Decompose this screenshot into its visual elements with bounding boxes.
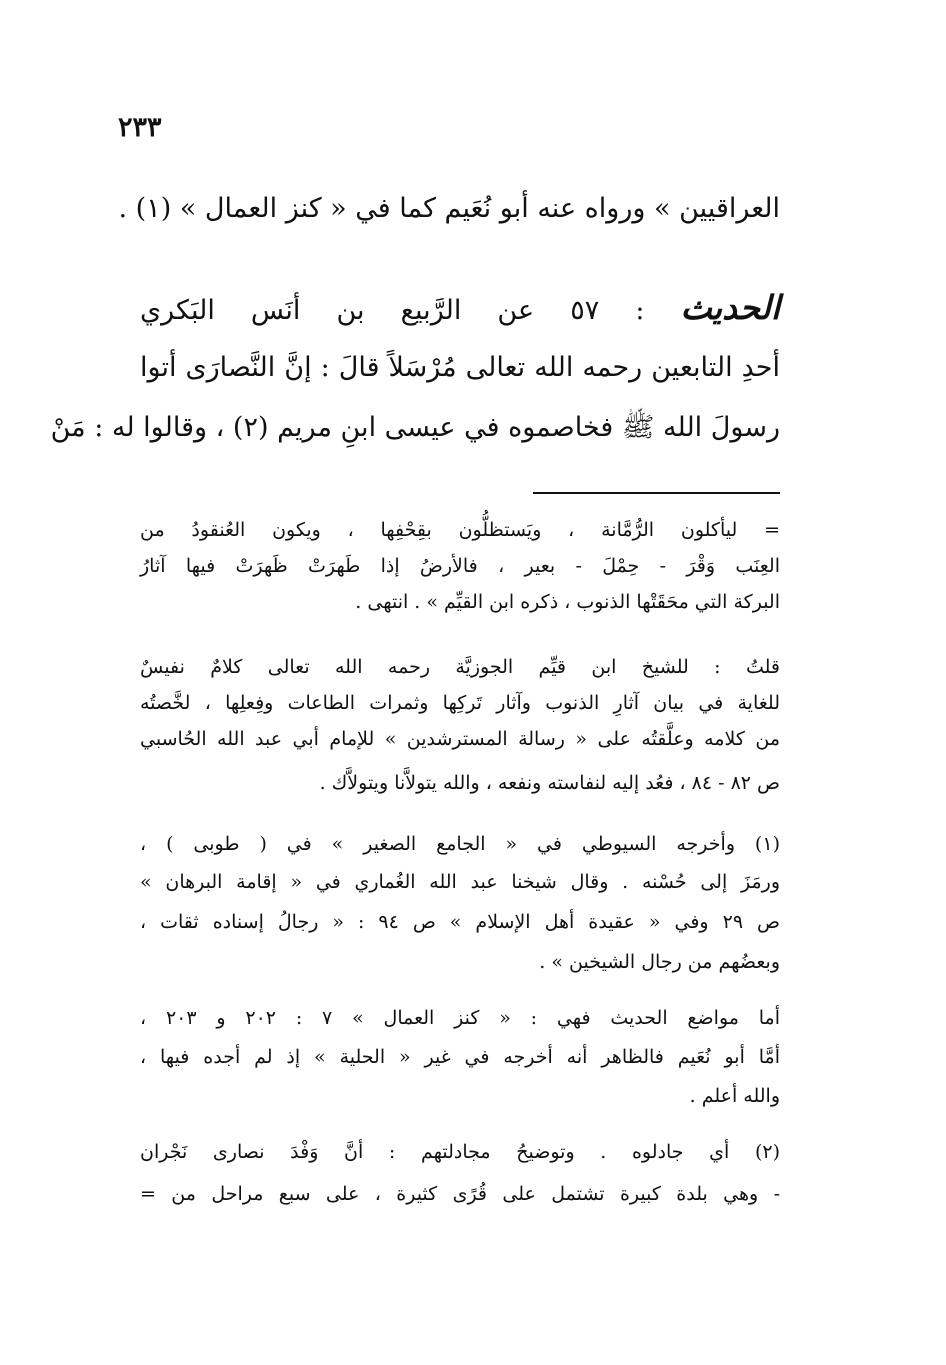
hadith-heading-rest: : ٥٧ عن الرَّبيع بن أنَس البَكري [140, 295, 645, 326]
footnote-line: ص ٢٩ وفي « عقيدة أهل الإسلام » ص ٩٤ : « رجالُ إسناده ثقات ، [140, 911, 781, 933]
main-line-2-heading [140, 286, 780, 330]
footnote-line: قلتُ : للشيخ ابن قيِّم الجوزيَّة رحمه الله تعالى كلامٌ نفيسٌ [140, 656, 780, 678]
footnote-line: ورمَزَ إلى حُسْنه . وقال شيخنا عبد الله الغُماري في « إقامة البرهان » [140, 871, 780, 893]
hadith-heading: الحديث [680, 288, 780, 327]
footnote-line: وبعضُهم من رجال الشيخين » . [539, 951, 780, 973]
footnote-line: العِنَب وَقْرَ - حِمْلَ - بعير ، فالأرضُ إذا طَهرَتْ ظَهرَتْ فيها آثارُ [140, 555, 780, 577]
footnote-separator [533, 492, 780, 494]
footnote-line: البركة التي محَقَتْها الذنوب ، ذكره ابن القيِّم » . انتهى . [355, 591, 780, 613]
footnote-line: أمَّا أبو نُعَيم فالظاهر أنه أخرجه في غير « الحلية » إذ لم أجده فيها ، [140, 1046, 780, 1068]
main-line-3: أحدِ التابعين رحمه الله تعالى مُرْسَلاً قالَ : إنَّ النَّصارَى أتوا [140, 352, 780, 383]
footnote-line: للغاية في بيان آثارِ الذنوب وآثار تَركِها وثمرات الطاعات وفِعلِها ، لخَّصتُه [140, 692, 780, 714]
footnote-2: (٢) أي جادلوه . وتوضيحُ مجادلتهم : أنَّ وَفْدَ نصارى نَجْران [140, 1141, 780, 1163]
footnote-line: ص ٨٢ - ٨٤ ، فعُد إليه لنفاسته ونفعه ، والله يتولاَّنا ويتولاَّك . [319, 772, 780, 794]
footnote-line: من كلامه وعلَّقتُه على « رسالة المسترشدين » للإمام أبي عبد الله الحُاسبي [140, 728, 780, 750]
footnote-1: (١) وأخرجه السيوطي في « الجامع الصغير » في ( طوبى ) ، [140, 833, 780, 855]
footnote-line: أما مواضع الحديث فهي : « كنز العمال » ٧ : ٢٠٢ و ٢٠٣ ، [140, 1007, 780, 1029]
page-number: ٢٣٣ [118, 112, 162, 143]
footnote-line: = ليأكلون الرُّمَّانة ، ويَستظلُّون بقِحْفِها ، ويكون العُنقودُ من [140, 519, 780, 541]
footnote-line: والله أعلم . [689, 1085, 780, 1107]
main-line-1: العراقيين » ورواه عنه أبو نُعَيم كما في « كنز العمال » (١) . [118, 193, 780, 224]
footnote-line: - وهي بلدة كبيرة تشتمل على قُرًى كثيرة ، على سبع مراحل من = [140, 1183, 780, 1205]
main-line-4: رسولَ الله ﷺ فخاصموه في عيسى ابنِ مريم (٢) ، وقالوا له : مَنْ [50, 412, 780, 443]
